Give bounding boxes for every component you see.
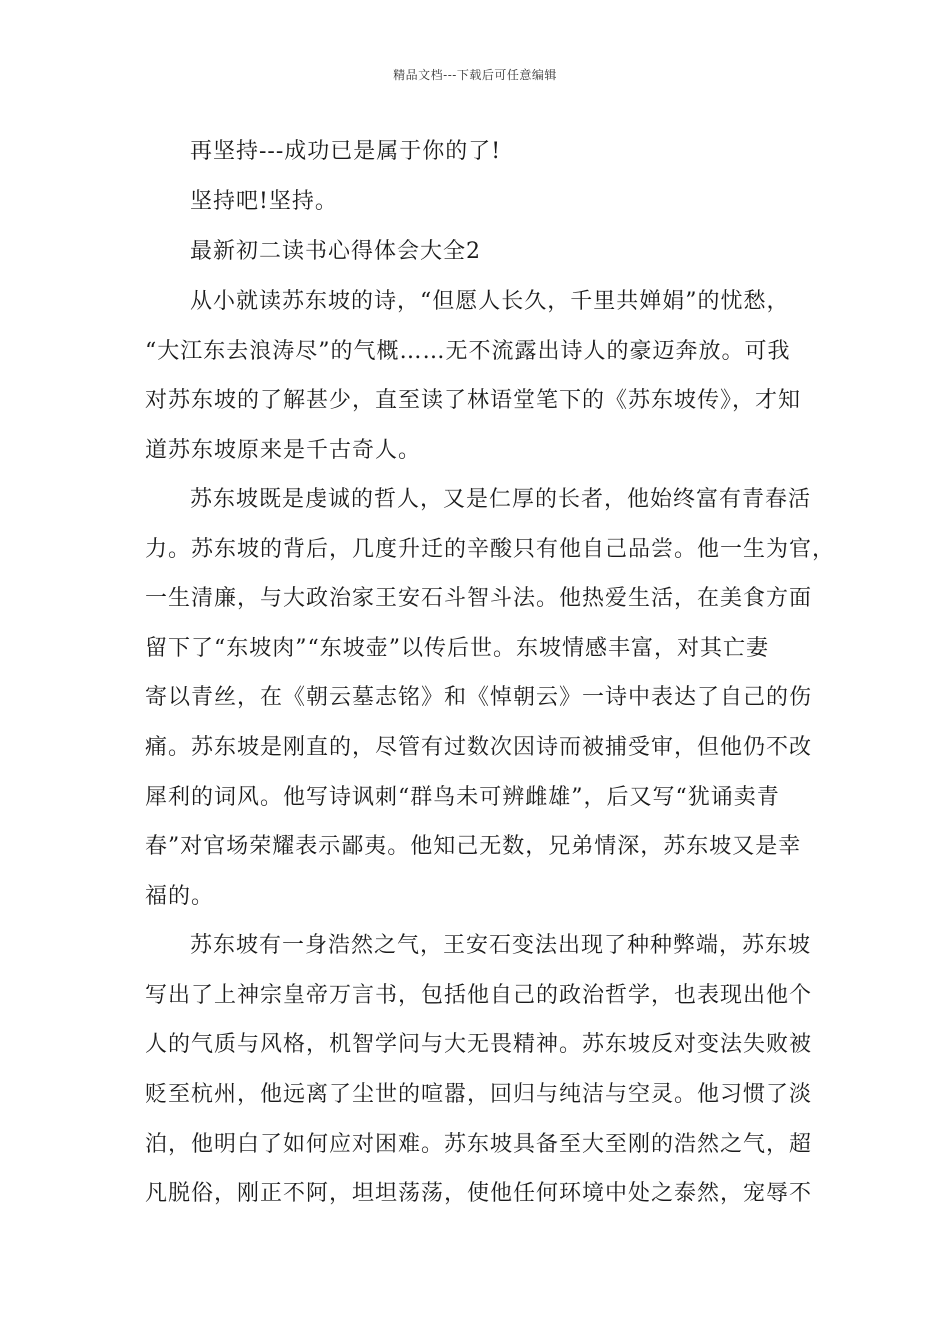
paragraph-line: 春”对官场荣耀表示鄙夷。他知己无数，兄弟情深，苏东坡又是幸 [145,834,802,859]
paragraph-line: 痛。苏东坡是刚直的，尽管有过数次因诗而被捕受审，但他仍不改 [145,735,813,760]
paragraph-line: 凡脱俗，刚正不阿，坦坦荡荡，使他任何环境中处之泰然，宠辱不 [145,1181,813,1206]
paragraph-line: 从小就读苏东坡的诗，“但愿人长久，千里共婵娟”的忧愁， [190,289,790,314]
text-line: 再坚持---成功已是属于你的了! [190,139,502,164]
paragraph-line: 寄以青丝，在《朝云墓志铭》和《悼朝云》一诗中表达了自己的伤 [145,685,813,710]
paragraph-line: 一生清廉，与大政治家王安石斗智斗法。他热爱生活，在美食方面 [145,586,813,611]
paragraph-line: 苏东坡有一身浩然之气，王安石变法出现了种种弊端，苏东坡 [190,933,812,958]
paragraph-line: 苏东坡既是虔诚的哲人，又是仁厚的长者，他始终富有青春活 [190,487,812,512]
page-header: 精品文档---下载后可任意编辑 [393,68,557,82]
section-title: 最新初二读书心得体会大全2 [190,239,481,264]
paragraph-line: 犀利的词风。他写诗讽刺“群鸟未可辨雌雄”，后又写“犹诵卖青 [145,785,780,810]
paragraph-line: 留下了“东坡肉”“东坡壶”以传后世。东坡情感丰富，对其亡妻 [145,636,769,661]
paragraph-line: 贬至杭州，他远离了尘世的喧嚣，回归与纯洁与空灵。他习惯了淡 [145,1082,813,1107]
paragraph-line: 人的气质与风格，机智学问与大无畏精神。苏东坡反对变法失败被 [145,1032,813,1057]
paragraph-line: 对苏东坡的了解甚少，直至读了林语堂笔下的《苏东坡传》，才知 [145,388,802,413]
paragraph-line: 写出了上神宗皇帝万言书，包括他自己的政治哲学，也表现出他个 [145,983,813,1008]
text-line: 坚持吧!坚持。 [190,189,338,214]
paragraph-line: “大江东去浪涛尽”的气概……无不流露出诗人的豪迈奔放。可我 [145,339,791,364]
paragraph-line: 道苏东坡原来是千古奇人。 [145,438,422,463]
paragraph-line: 力。苏东坡的背后，几度升迁的辛酸只有他自己品尝。他一生为官， [145,537,836,562]
paragraph-line: 泊，他明白了如何应对困难。苏东坡具备至大至刚的浩然之气，超 [145,1132,813,1157]
paragraph-line: 福的。 [145,884,215,909]
